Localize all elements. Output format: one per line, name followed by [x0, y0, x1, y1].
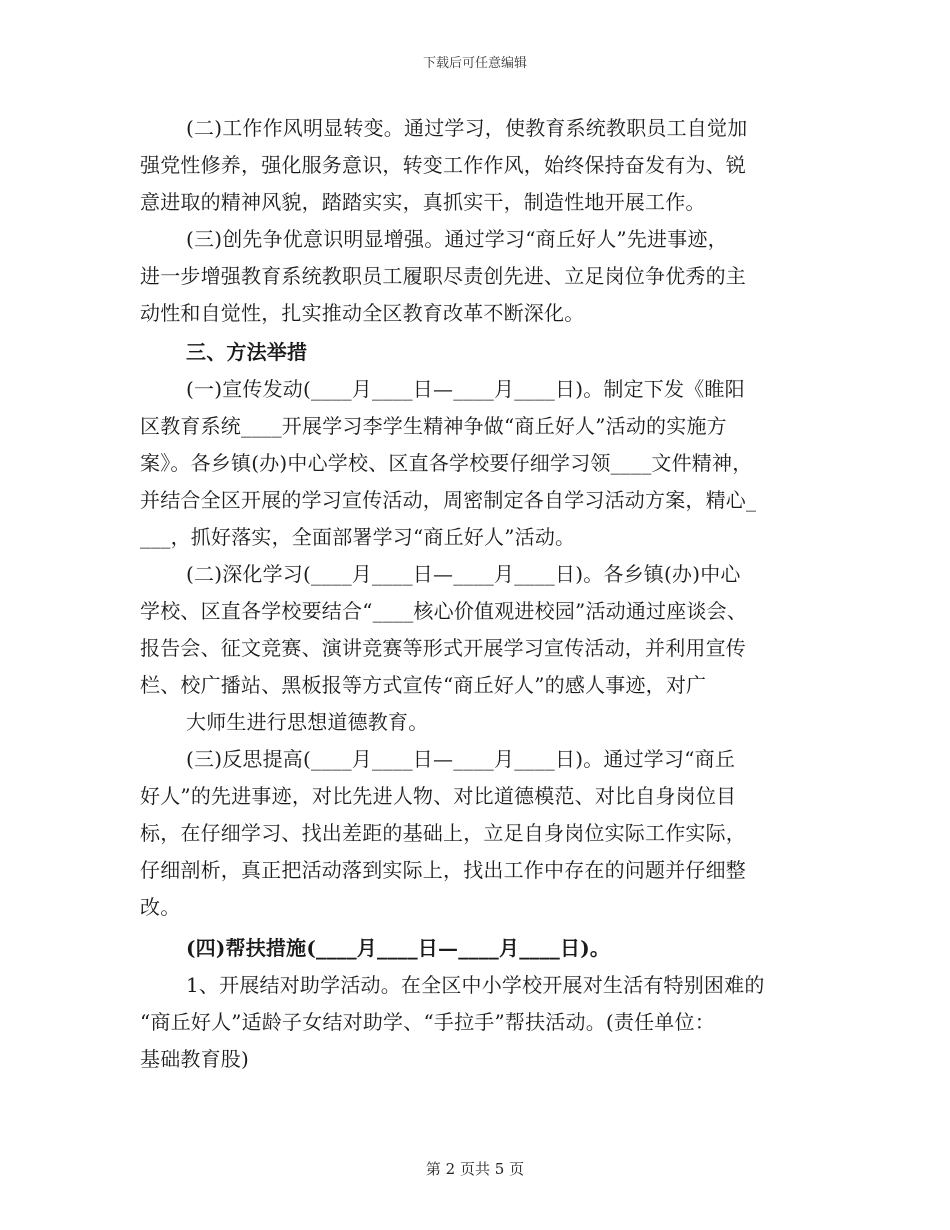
- text-line: 标，在仔细学习、找出差距的基础上，立足自身岗位实际工作实际，: [140, 821, 746, 845]
- text-line: 仔细剖析，真正把活动落到实际上，找出工作中存在的问题并仔细整: [140, 858, 746, 882]
- text-line: 1、开展结对助学活动。在全区中小学校开展对生活有特别困难的: [186, 973, 765, 997]
- text-line: 学校、区直各学校要结合“____核心价值观进校园”活动通过座谈会、: [140, 599, 748, 623]
- text-line: 案》。各乡镇(办)中心学校、区直各学校要仔细学习领____文件精神，: [140, 451, 753, 475]
- text-line: 进一步增强教育系统教职员工履职尽责创先进、立足岗位争优秀的主: [140, 264, 746, 288]
- text-line: “商丘好人”适龄子女结对助学、“手拉手”帮扶活动。(责任单位：: [140, 1010, 715, 1034]
- text-line: 强党性修养，强化服务意识，转变工作作风，始终保持奋发有为、锐: [140, 153, 746, 177]
- text-line: 基础教育股): [140, 1047, 250, 1071]
- text-line: (二)深化学习(____月____日—____月____日)。各乡镇(办)中心: [186, 562, 741, 586]
- text-line: 改。: [140, 895, 181, 919]
- page-footer: 第 2 页共 5 页: [425, 1160, 525, 1178]
- text-line: 大师生进行思想道德教育。: [186, 710, 429, 734]
- text-line: (三)反思提高(____月____日—____月____日)。通过学习“商丘: [186, 747, 736, 771]
- text-line: 并结合全区开展的学习宣传活动，周密制定各自学习活动方案，精心_: [140, 488, 757, 512]
- text-line: 意进取的精神风貌，踏踏实实，真抓实干，制造性地开展工作。: [140, 190, 706, 214]
- page-header: 下载后可任意编辑: [422, 56, 527, 71]
- text-line: 动性和自觉性，扎实推动全区教育改革不断深化。: [140, 301, 585, 325]
- document-body: [140, 110, 810, 1078]
- text-line: ___，抓好落实，全面部署学习“商丘好人”活动。: [140, 525, 576, 549]
- text-line: (一)宣传发动(____月____日—____月____日)。制定下发《睢阳: [186, 377, 745, 401]
- text-line: (二)工作作风明显转变。通过学习，使教育系统教职员工自觉加: [186, 116, 748, 140]
- text-line: 区教育系统____开展学习李学生精神争做“商丘好人”活动的实施方: [140, 414, 727, 438]
- text-line: 报告会、征文竞赛、演讲竞赛等形式开展学习宣传活动，并利用宣传: [140, 636, 746, 660]
- section-heading: (四)帮扶措施(____月____日—____月____日)。: [186, 936, 611, 960]
- section-heading: 三、方法举措: [186, 340, 308, 364]
- text-line: 栏、校广播站、黑板报等方式宣传“商丘好人”的感人事迹，对广: [140, 673, 707, 697]
- text-line: (三)创先争优意识明显增强。通过学习“商丘好人”先进事迹，: [186, 227, 728, 251]
- text-line: 好人”的先进事迹，对比先进人物、对比道德模范、对比自身岗位目: [140, 784, 737, 808]
